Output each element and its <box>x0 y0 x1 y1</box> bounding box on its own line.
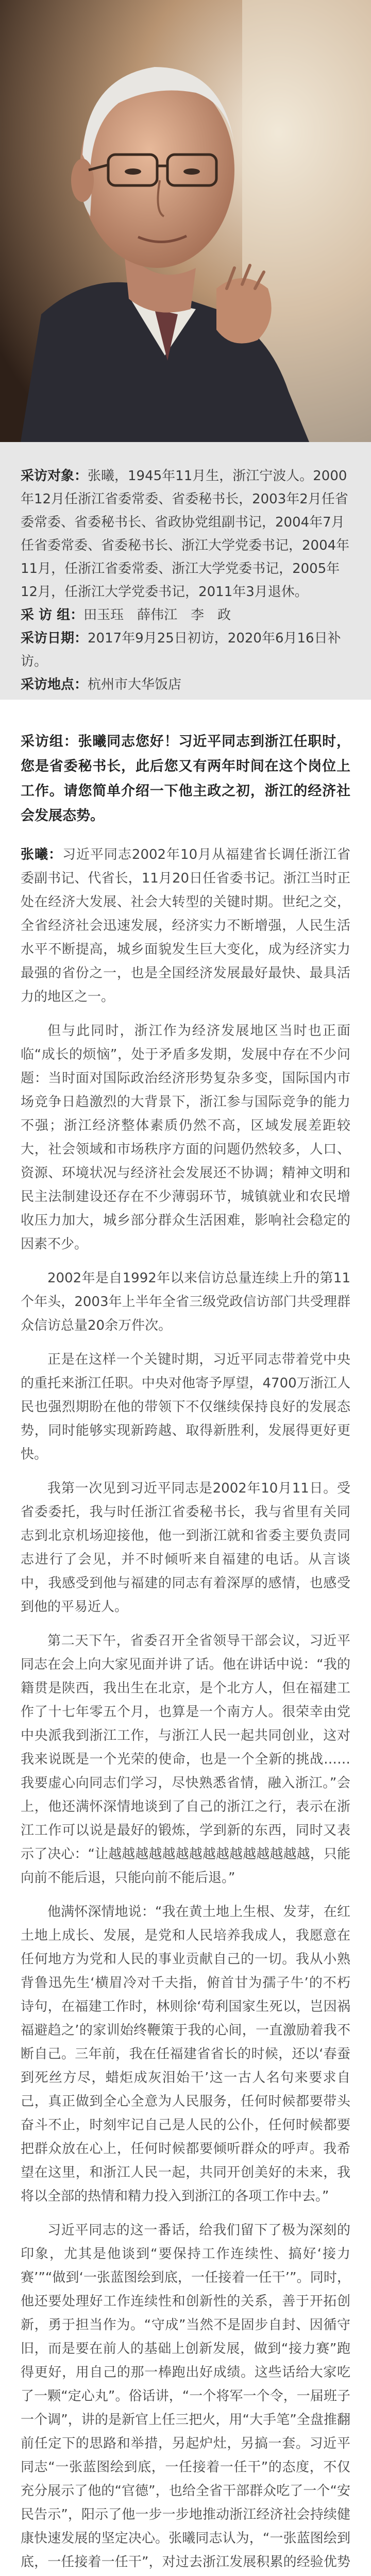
profile-subject-label: 采访对象： <box>21 468 88 484</box>
answer-paragraph <box>21 843 350 1009</box>
answer-paragraph: 正是在这样一个关键时期，习近平同志带着党中央的重托来浙江任职。中央对他寄予厚望，4700万浙江人民也强烈期盼在他的带领下不仅继续保持良好的发展态势，同时能够实现新跨越、取得新胜利，发展得更好更快。 <box>21 1352 350 1462</box>
answer-paragraph: 习近平同志的这一番话，给我们留下了极为深刻的印象，尤其是他谈到“要保持工作连续性、搞好‘接力赛’”“做到‘一张蓝图绘到底，一任接着一任干’”。同时，他还要处理好工作连续性和创新性的关系，善于开拓创新，勇于担当作为。“守成”当然不是固步自封、因循守旧，而是要在前人的基础上创新发展，做到“接力赛”跑得更好，用自己的那一棒跑出好成绩。这些话给大家吃了一颗“定心丸”。俗话讲，“一个将军一个令，一届班子一个调”，讲的是新官上任三把火，用“大手笔”全盘推翻前任定下的思路和举措，另起炉灶，另搞一套。习近平同志“一张蓝图绘到底，一任接着一任干”的态度，不仅充分展示了他的“官德”，也给全省干部群众吃了一个“安民告示”，阳示了他一步一步地推动浙江经济社会持续健康快速发展的坚定决心。张曦同志认为，“一张蓝图绘到底，一任接着一任干”，对过去浙江发展积累的经验优势 <box>21 2223 350 2570</box>
portrait-photo <box>0 0 371 442</box>
section-spacer <box>0 700 371 720</box>
answer-paragraph-text: 习近平同志2002年10月从福建省长调任浙江省委副书记、代省长，11月20日任省委书记。浙江当时正处在经济大发展、社会大转型的关键时期。世纪之交，全省经济社会迅速发展，经济实力不断增强，人民生活水平不断提高，城乡面貌发生巨大变化，成为经济实力最强的省份之一，也是全国经济发展最好最快、最具活力的地区之一。 <box>21 847 350 1005</box>
profile-place <box>21 673 350 697</box>
answer-paragraph: 第二天下午，省委召开全省领导干部会议，习近平同志在会上向大家见面并讲了话。他在讲话中说：“我的籍贯是陕西，我出生在北京，是个北方人，但在福建工作了十七年零五个月，也算是一个南方人。很荣幸由党中央派我到浙江工作，与浙江人民一起共同创业，这对我来说既是一个光荣的使命，也是一个全新的挑战……我要虚心向同志们学习，尽快熟悉省情，融入浙江。”会上，他还满怀深情地谈到了自己的浙江之行，表示在浙江工作可以说是最好的锻炼，学到新的东西，同时又表示了决心：“让越越越越越越越越越越越越越越越，只能向前不能后退，只能向前不能后退。” <box>21 1633 350 1886</box>
interview-body <box>0 730 371 2576</box>
answer-speaker: 张曦： <box>21 847 62 862</box>
portrait-illustration <box>0 0 371 442</box>
profile-date-text: 2017年9月25日初访，2020年6月16日补访。 <box>21 631 341 669</box>
profile-place-text: 杭州市大华饭店 <box>88 677 182 692</box>
answer-paragraph: 他满怀深情地说：“我在黄土地上生根、发芽，在红土地上成长、发展，是党和人民培养我成人，我愿意在任何地方为党和人民的事业贡献自己的一切。我从小熟背鲁迅先生‘横眉冷对千夫指，俯首甘为孺子牛’的不朽诗句，在福建工作时，林则徐‘苟利国家生死以，岂因祸福避趋之’的家训始终鞭策于我的心间，一直激励着我不断自己。三年前，我在任福建省省长的时候，还以‘春蚕到死丝方尽，蜡炬成灰泪始干’这一古人名句来要求自己，真正做到全心全意为人民服务，任何时候都要带头奋斗不止，时刻牢记自己是人民的公仆，任何时候都要把群众放在心上，任何时候都要倾听群众的呼声。我希望在这里，和浙江人民一起，共同开创美好的未来，我将以全部的热情和精力投入到浙江的各项工作中去。” <box>21 1904 350 2204</box>
answer-paragraph: 2002年是自1992年以来信访总量连续上升的第11个年头，2003年上半年全省三级党政信访部门共受理群众信访总量20余万件次。 <box>21 1270 350 1333</box>
profile-date <box>21 627 350 673</box>
interview-answer <box>21 843 350 2576</box>
interview-question: 采访组：张曦同志您好！习近平同志到浙江任职时，您是省委秘书长，此后您又有两年时间在这个岗位上工作。请您简单介绍一下他主政之初，浙江的经济社会发展态势。 <box>21 734 350 824</box>
profile-team-label: 采 访 组： <box>21 607 84 623</box>
profile-team-text: 田玉珏 薛伟江 李 政 <box>83 607 231 623</box>
profile-subject-text: 张曦，1945年11月生，浙江宁波人。2000年12月任浙江省委常委、省委秘书长，2003年2月任省委常委、省委秘书长、省政协党组副书记，2004年7月任省委常委、省委秘书长、浙江大学党委书记，2004年11月，任浙江省委常委、浙江大学党委书记，2005年12月，任浙江大学党委书记，2011年3月退休。 <box>21 468 350 600</box>
answer-paragraph: 我第一次见到习近平同志是2002年10月11日。受省委委托，我与时任浙江省委秘书长，我与省里有关同志到北京机场迎接他，他一到浙江就和省委主要负责同志进行了会见，并不时倾听来自福建的电话。从言谈中，我感受到他与福建的同志有着深厚的感情，也感受到他的平易近人。 <box>21 1481 350 1615</box>
profile-team <box>21 604 350 627</box>
profile-subject <box>21 465 350 604</box>
profile-place-label: 采访地点： <box>21 677 88 692</box>
profile-date-label: 采访日期： <box>21 631 88 646</box>
answer-paragraph: 但与此同时，浙江作为经济发展地区当时也正面临“成长的烦恼”，处于矛盾多发期，发展中存在不少问题：当时面对国际政治经济形势复杂多变，国际国内市场竞争日趋激烈的大背景下，浙江参与国际竞争的能力不强；浙江经济整体素质仍然不高，区域发展差距较大，社会领域和市场秩序方面的问题仍然较多，人口、资源、环境状况与经济社会发展还不协调；精神文明和民主法制建设还存在不少薄弱环节，城镇就业和农民增收压力加大，城乡部分群众生活困难，影响社会稳定的因素不少。 <box>21 1023 350 1252</box>
interviewee-profile-box <box>0 442 371 700</box>
